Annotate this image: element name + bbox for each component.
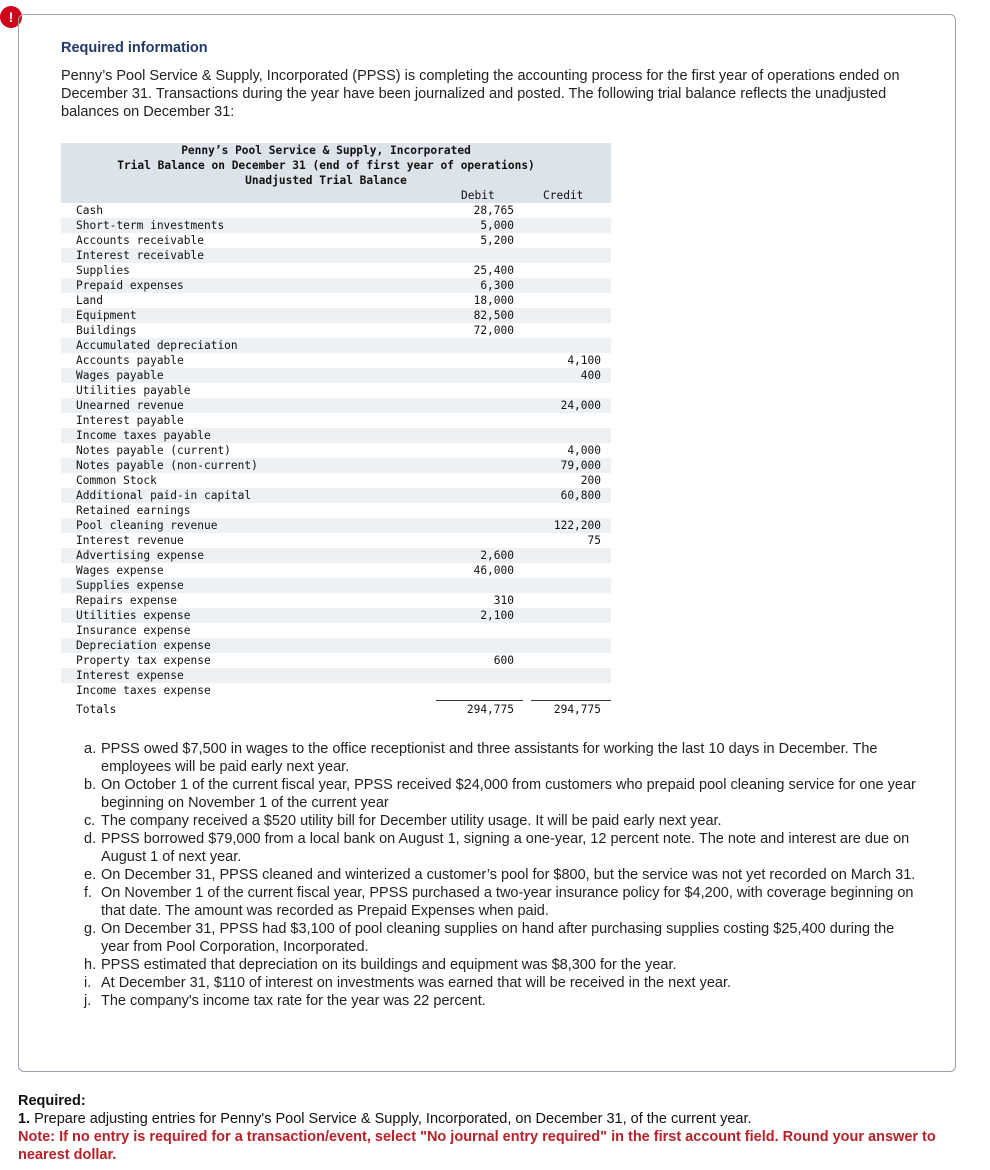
totals-label: Totals [76, 703, 117, 716]
table-row [61, 488, 611, 503]
credit-amount: 4,000 [567, 444, 601, 457]
credit-column-header: Credit [543, 189, 584, 202]
trial-balance-date: Trial Balance on December 31 (end of first year of operations) [117, 159, 535, 172]
table-row [61, 578, 611, 593]
table-row [61, 278, 611, 293]
account-name: Notes payable (current) [76, 444, 231, 457]
list-item [84, 776, 924, 812]
table-row [61, 563, 611, 578]
account-name: Supplies expense [76, 579, 184, 592]
required-item [18, 1110, 968, 1128]
account-name: Short-term investments [76, 219, 225, 232]
account-name: Interest receivable [76, 249, 204, 262]
totals-debit: 294,775 [466, 703, 514, 716]
account-name: Common Stock [76, 474, 157, 487]
account-name: Unearned revenue [76, 399, 184, 412]
item-text: PPSS estimated that depreciation on its buildings and equipment was $8,300 for the year. [101, 957, 677, 973]
debit-amount: 6,300 [480, 279, 514, 292]
item-letter: i. [84, 975, 92, 991]
account-name: Interest payable [76, 414, 184, 427]
account-name: Accounts payable [76, 354, 184, 367]
account-name: Notes payable (non-current) [76, 459, 258, 472]
credit-amount: 200 [580, 474, 601, 487]
account-name: Income taxes expense [76, 684, 211, 697]
item-text: PPSS owed $7,500 in wages to the office receptionist and three assistants for working the last 10 days in December. The employees will be paid early next year. [101, 741, 878, 775]
account-name: Land [76, 294, 103, 307]
table-row [61, 203, 611, 218]
credit-amount: 79,000 [560, 459, 601, 472]
list-item [84, 830, 924, 866]
debit-amount: 2,600 [480, 549, 514, 562]
account-name: Depreciation expense [76, 639, 211, 652]
table-row [61, 503, 611, 518]
table-row [61, 413, 611, 428]
credit-amount: 122,200 [553, 519, 601, 532]
trial-balance-company: Penny’s Pool Service & Supply, Incorporated [181, 144, 471, 157]
credit-amount: 60,800 [560, 489, 601, 502]
table-row [61, 353, 611, 368]
totals-credit: 294,775 [553, 703, 601, 716]
account-name: Interest expense [76, 669, 184, 682]
trial-balance-header [61, 143, 611, 203]
credit-amount: 400 [580, 369, 601, 382]
credit-amount: 75 [587, 534, 601, 547]
list-item [84, 866, 924, 884]
debit-amount: 5,200 [480, 234, 514, 247]
table-row [61, 428, 611, 443]
required-section [18, 1092, 968, 1164]
item-letter: f. [84, 885, 93, 901]
account-name: Supplies [76, 264, 130, 277]
table-row [61, 608, 611, 623]
item-text: On December 31, PPSS had $3,100 of pool cleaning supplies on hand after purchasing supplies costing $25,400 during the year from Pool Corporation, Incorporated. [101, 921, 895, 955]
debit-amount: 5,000 [480, 219, 514, 232]
item-text: On October 1 of the current fiscal year, PPSS received $24,000 from customers who prepaid pool cleaning service for one year beginning on November 1 of the current year [101, 777, 916, 811]
required-label: Required: [18, 1093, 86, 1109]
table-row [61, 473, 611, 488]
account-name: Additional paid-in capital [76, 489, 252, 502]
list-item [84, 920, 924, 956]
item-letter: j. [84, 993, 92, 1009]
account-name: Cash [76, 204, 103, 217]
table-row [61, 233, 611, 248]
debit-amount: 28,765 [473, 204, 514, 217]
account-name: Pool cleaning revenue [76, 519, 218, 532]
trial-balance-rows [61, 203, 611, 698]
item-text: PPSS borrowed $79,000 from a local bank on August 1, signing a one-year, 12 percent note. The note and interest are due on August 1 of next year. [101, 831, 910, 865]
table-row [61, 653, 611, 668]
item-text: On December 31, PPSS cleaned and winterized a customer’s pool for $800, but the service was not yet recorded on March 31. [101, 867, 916, 883]
account-name: Interest revenue [76, 534, 184, 547]
item-text: At December 31, $110 of interest on investments was earned that will be received in the next year. [101, 975, 732, 991]
item-letter: d. [84, 831, 97, 847]
account-name: Buildings [76, 324, 137, 337]
table-row [61, 308, 611, 323]
list-item [84, 812, 924, 830]
table-row [61, 338, 611, 353]
debit-amount: 72,000 [473, 324, 514, 337]
alert-icon: ! [0, 6, 22, 28]
debit-amount: 46,000 [473, 564, 514, 577]
list-item [84, 884, 924, 920]
table-row [61, 638, 611, 653]
table-row [61, 683, 611, 698]
item-letter: a. [84, 741, 97, 757]
account-name: Repairs expense [76, 594, 178, 607]
table-row [61, 668, 611, 683]
table-row [61, 293, 611, 308]
credit-amount: 24,000 [560, 399, 601, 412]
item-text: On November 1 of the current fiscal year, PPSS purchased a two-year insurance policy for $4,200, with coverage beginning on that date. The amount was recorded as Prepaid Expenses when paid. [101, 885, 914, 919]
account-name: Prepaid expenses [76, 279, 184, 292]
trial-balance-table [61, 143, 611, 720]
list-item [84, 956, 924, 974]
item-text: The company's income tax rate for the year was 22 percent. [101, 993, 486, 1009]
table-row [61, 398, 611, 413]
table-row [61, 623, 611, 638]
item-text: The company received a $520 utility bill for December utility usage. It will be paid early next year. [101, 813, 722, 829]
table-row [61, 548, 611, 563]
list-item [84, 992, 924, 1010]
list-item [84, 740, 924, 776]
list-item [84, 974, 924, 992]
table-row [61, 368, 611, 383]
account-name: Utilities expense [76, 609, 191, 622]
table-row [61, 218, 611, 233]
item-letter: g. [84, 921, 97, 937]
item-letter: b. [84, 777, 97, 793]
debit-amount: 18,000 [473, 294, 514, 307]
account-name: Insurance expense [76, 624, 191, 637]
required-note: Note: If no entry is required for a transaction/event, select "No journal entry required" in the first account field. Round your answer to nearest dollar. [18, 1129, 936, 1163]
table-row [61, 263, 611, 278]
table-row [61, 518, 611, 533]
debit-amount: 25,400 [473, 264, 514, 277]
item-letter: h. [84, 957, 97, 973]
account-name: Wages payable [76, 369, 164, 382]
debit-column-header: Debit [461, 189, 495, 202]
account-name: Equipment [76, 309, 137, 322]
account-name: Utilities payable [76, 384, 191, 397]
trial-balance-subtitle: Unadjusted Trial Balance [245, 174, 407, 187]
account-name: Wages expense [76, 564, 164, 577]
account-name: Accumulated depreciation [76, 339, 238, 352]
transactions-list [84, 740, 924, 1010]
table-row [61, 323, 611, 338]
table-row [61, 383, 611, 398]
item-letter: e. [84, 867, 97, 883]
debit-amount: 2,100 [480, 609, 514, 622]
account-name: Income taxes payable [76, 429, 211, 442]
required-item-text: Prepare adjusting entries for Penny's Pool Service & Supply, Incorporated, on December 31, of the current year. [34, 1111, 752, 1127]
table-row [61, 443, 611, 458]
credit-amount: 4,100 [567, 354, 601, 367]
debit-amount: 82,500 [473, 309, 514, 322]
account-name: Advertising expense [76, 549, 204, 562]
intro-paragraph: Penny’s Pool Service & Supply, Incorporated (PPSS) is completing the accounting process for the first year of operations ended on December 31. Transactions during the year have been journalized and posted. The following trial balance reflects the unadjusted balances on December 31: [61, 68, 900, 120]
table-row [61, 533, 611, 548]
item-letter: c. [84, 813, 96, 829]
debit-amount: 600 [493, 654, 514, 667]
totals-row [61, 700, 611, 720]
account-name: Accounts receivable [76, 234, 204, 247]
table-row [61, 458, 611, 473]
table-row [61, 593, 611, 608]
account-name: Retained earnings [76, 504, 191, 517]
info-title: Required information [61, 40, 208, 56]
required-item-number: 1. [18, 1111, 31, 1127]
account-name: Property tax expense [76, 654, 211, 667]
table-row [61, 248, 611, 263]
debit-amount: 310 [493, 594, 514, 607]
